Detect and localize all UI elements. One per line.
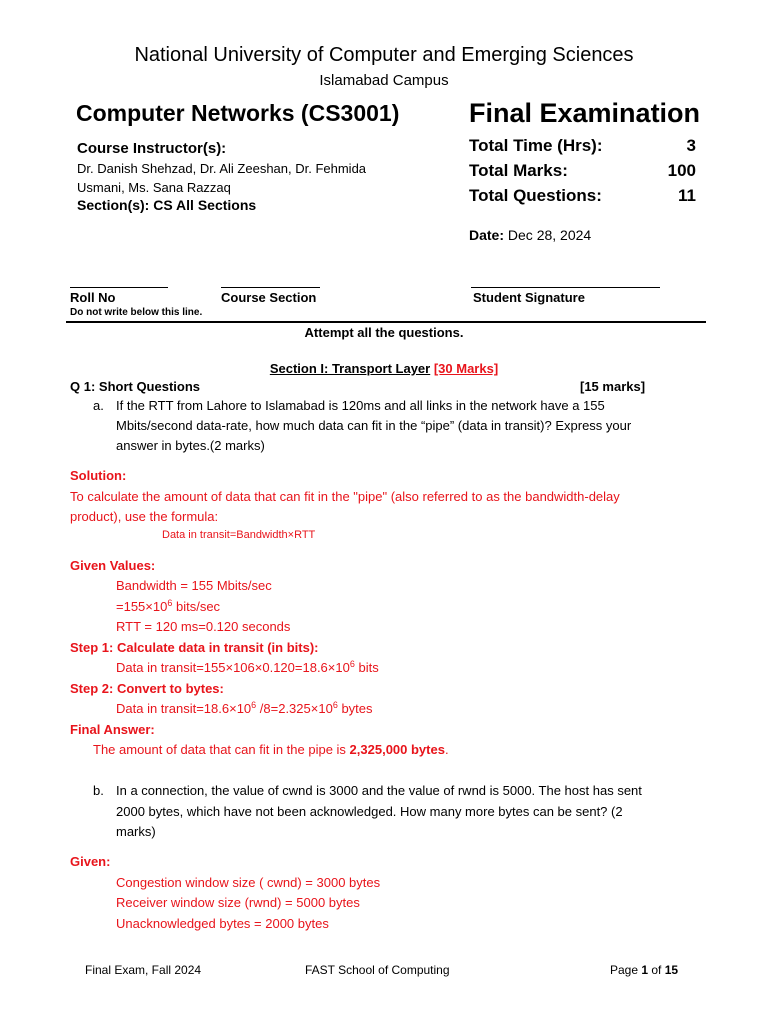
exam-date	[469, 227, 591, 243]
final-answer-text: The amount of data that can fit in the pipe is	[93, 742, 350, 757]
step2-part-a: Data in transit=18.6×10	[116, 701, 252, 716]
do-not-write-note: Do not write below this line.	[70, 307, 203, 318]
total-marks-value: 100	[667, 161, 696, 180]
step1-calculation	[116, 660, 379, 675]
page-total: 15	[664, 963, 679, 977]
step1-heading: Step 1: Calculate data in transit (in bits):	[70, 640, 319, 655]
solution-heading: Solution:	[70, 468, 127, 483]
q1-marks: [15 marks]	[580, 379, 646, 394]
q1a-label: a.	[93, 398, 104, 413]
rtt-value: RTT = 120 ms=0.120 seconds	[116, 619, 291, 634]
unack-value: Unacknowledged bytes = 2000 bytes	[116, 916, 329, 931]
instructors-line-1: Dr. Danish Shehzad, Dr. Ali Zeeshan, Dr. Fehmida	[77, 161, 367, 176]
roll-no-line	[70, 287, 168, 288]
instructor-label: Course Instructor(s):	[77, 140, 227, 157]
total-time-label: Total Time (Hrs):	[469, 136, 603, 155]
step1-unit: bits	[354, 660, 379, 675]
step2-heading: Step 2: Convert to bytes:	[70, 681, 224, 696]
step2-exp-1: 6	[251, 700, 257, 710]
footer-exam: Final Exam, Fall 2024	[85, 963, 202, 977]
step2-exp-2: 6	[332, 700, 338, 710]
q1a-line-1: If the RTT from Lahore to Islamabad is 120ms and all links in the network have a 155	[116, 398, 605, 413]
date-label: Date:	[469, 227, 505, 243]
rwnd-value: Receiver window size (rwnd) = 5000 bytes	[116, 895, 360, 910]
bandwidth-value: Bandwidth = 155 Mbits/sec	[116, 578, 272, 593]
bandwidth-sci-base: =155×10	[116, 599, 168, 614]
roll-no-label: Roll No	[70, 290, 116, 305]
page-prefix: Page	[610, 963, 642, 977]
total-time-value: 3	[686, 136, 696, 155]
divider-line	[66, 321, 706, 323]
q1b-line-2: 2000 bytes, which have not been acknowledged. How many more bytes can be sent? (2	[116, 804, 623, 819]
step2-unit: bytes	[337, 701, 373, 716]
cwnd-value: Congestion window size ( cwnd) = 3000 bytes	[116, 875, 381, 890]
final-answer-value: 2,325,000 bytes	[349, 742, 445, 757]
q1b-line-1: In a connection, the value of cwnd is 3000 and the value of rwnd is 5000. The host has sent	[116, 783, 642, 798]
total-marks-label: Total Marks:	[469, 161, 568, 180]
bandwidth-sci-unit: bits/sec	[172, 599, 221, 614]
final-answer-end: .	[444, 742, 449, 757]
bandwidth-scientific	[116, 599, 220, 614]
total-questions-label: Total Questions:	[469, 186, 602, 205]
given-heading: Given:	[70, 854, 111, 869]
step2-part-b: /8=2.325×10	[256, 701, 333, 716]
bandwidth-sci-exp: 6	[167, 598, 173, 608]
final-answer	[93, 742, 449, 757]
university-name: National University of Computer and Emerging Sciences	[134, 44, 634, 66]
course-title: Computer Networks (CS3001)	[76, 100, 400, 126]
q1a-line-2: Mbits/second data-rate, how much data can fit in the “pipe” (data in transit)? Express your	[116, 418, 632, 433]
page-number	[610, 963, 678, 977]
instructions: Attempt all the questions.	[304, 325, 464, 340]
step2-calculation	[116, 701, 373, 716]
total-questions-value: 11	[678, 186, 696, 205]
footer-school: FAST School of Computing	[305, 963, 450, 977]
signature-line	[471, 287, 660, 288]
course-section-line	[221, 287, 320, 288]
page-current: 1	[641, 963, 649, 977]
campus-name: Islamabad Campus	[319, 72, 449, 89]
q1-title: Q 1: Short Questions	[70, 379, 201, 394]
final-answer-heading: Final Answer:	[70, 722, 155, 737]
q1b-line-3: marks)	[116, 824, 156, 839]
sections-info: Section(s): CS All Sections	[77, 197, 257, 213]
date-value: Dec 28, 2024	[507, 227, 592, 243]
instructors-line-2: Usmani, Ms. Sana Razzaq	[77, 180, 231, 195]
course-section-label: Course Section	[221, 290, 317, 305]
exam-title: Final Examination	[469, 98, 701, 128]
step1-exp: 6	[349, 659, 355, 669]
step1-base: Data in transit=155×106×0.120=18.6×10	[116, 660, 350, 675]
solution-intro-line-1: To calculate the amount of data that can fit in the "pipe" (also referred to as the bandwidth-delay	[70, 489, 620, 504]
formula: Data in transit=Bandwidth×RTT	[162, 529, 316, 541]
page-of: of	[648, 963, 665, 977]
student-signature-label: Student Signature	[473, 290, 585, 305]
q1b-label: b.	[93, 783, 104, 798]
solution-intro-line-2: product), use the formula:	[70, 509, 219, 524]
q1a-line-3: answer in bytes.(2 marks)	[116, 438, 265, 453]
section-marks: [30 Marks]	[433, 361, 499, 376]
given-values-heading: Given Values:	[70, 558, 156, 573]
section-title: Section I: Transport Layer	[269, 361, 431, 376]
section-heading	[0, 361, 768, 376]
